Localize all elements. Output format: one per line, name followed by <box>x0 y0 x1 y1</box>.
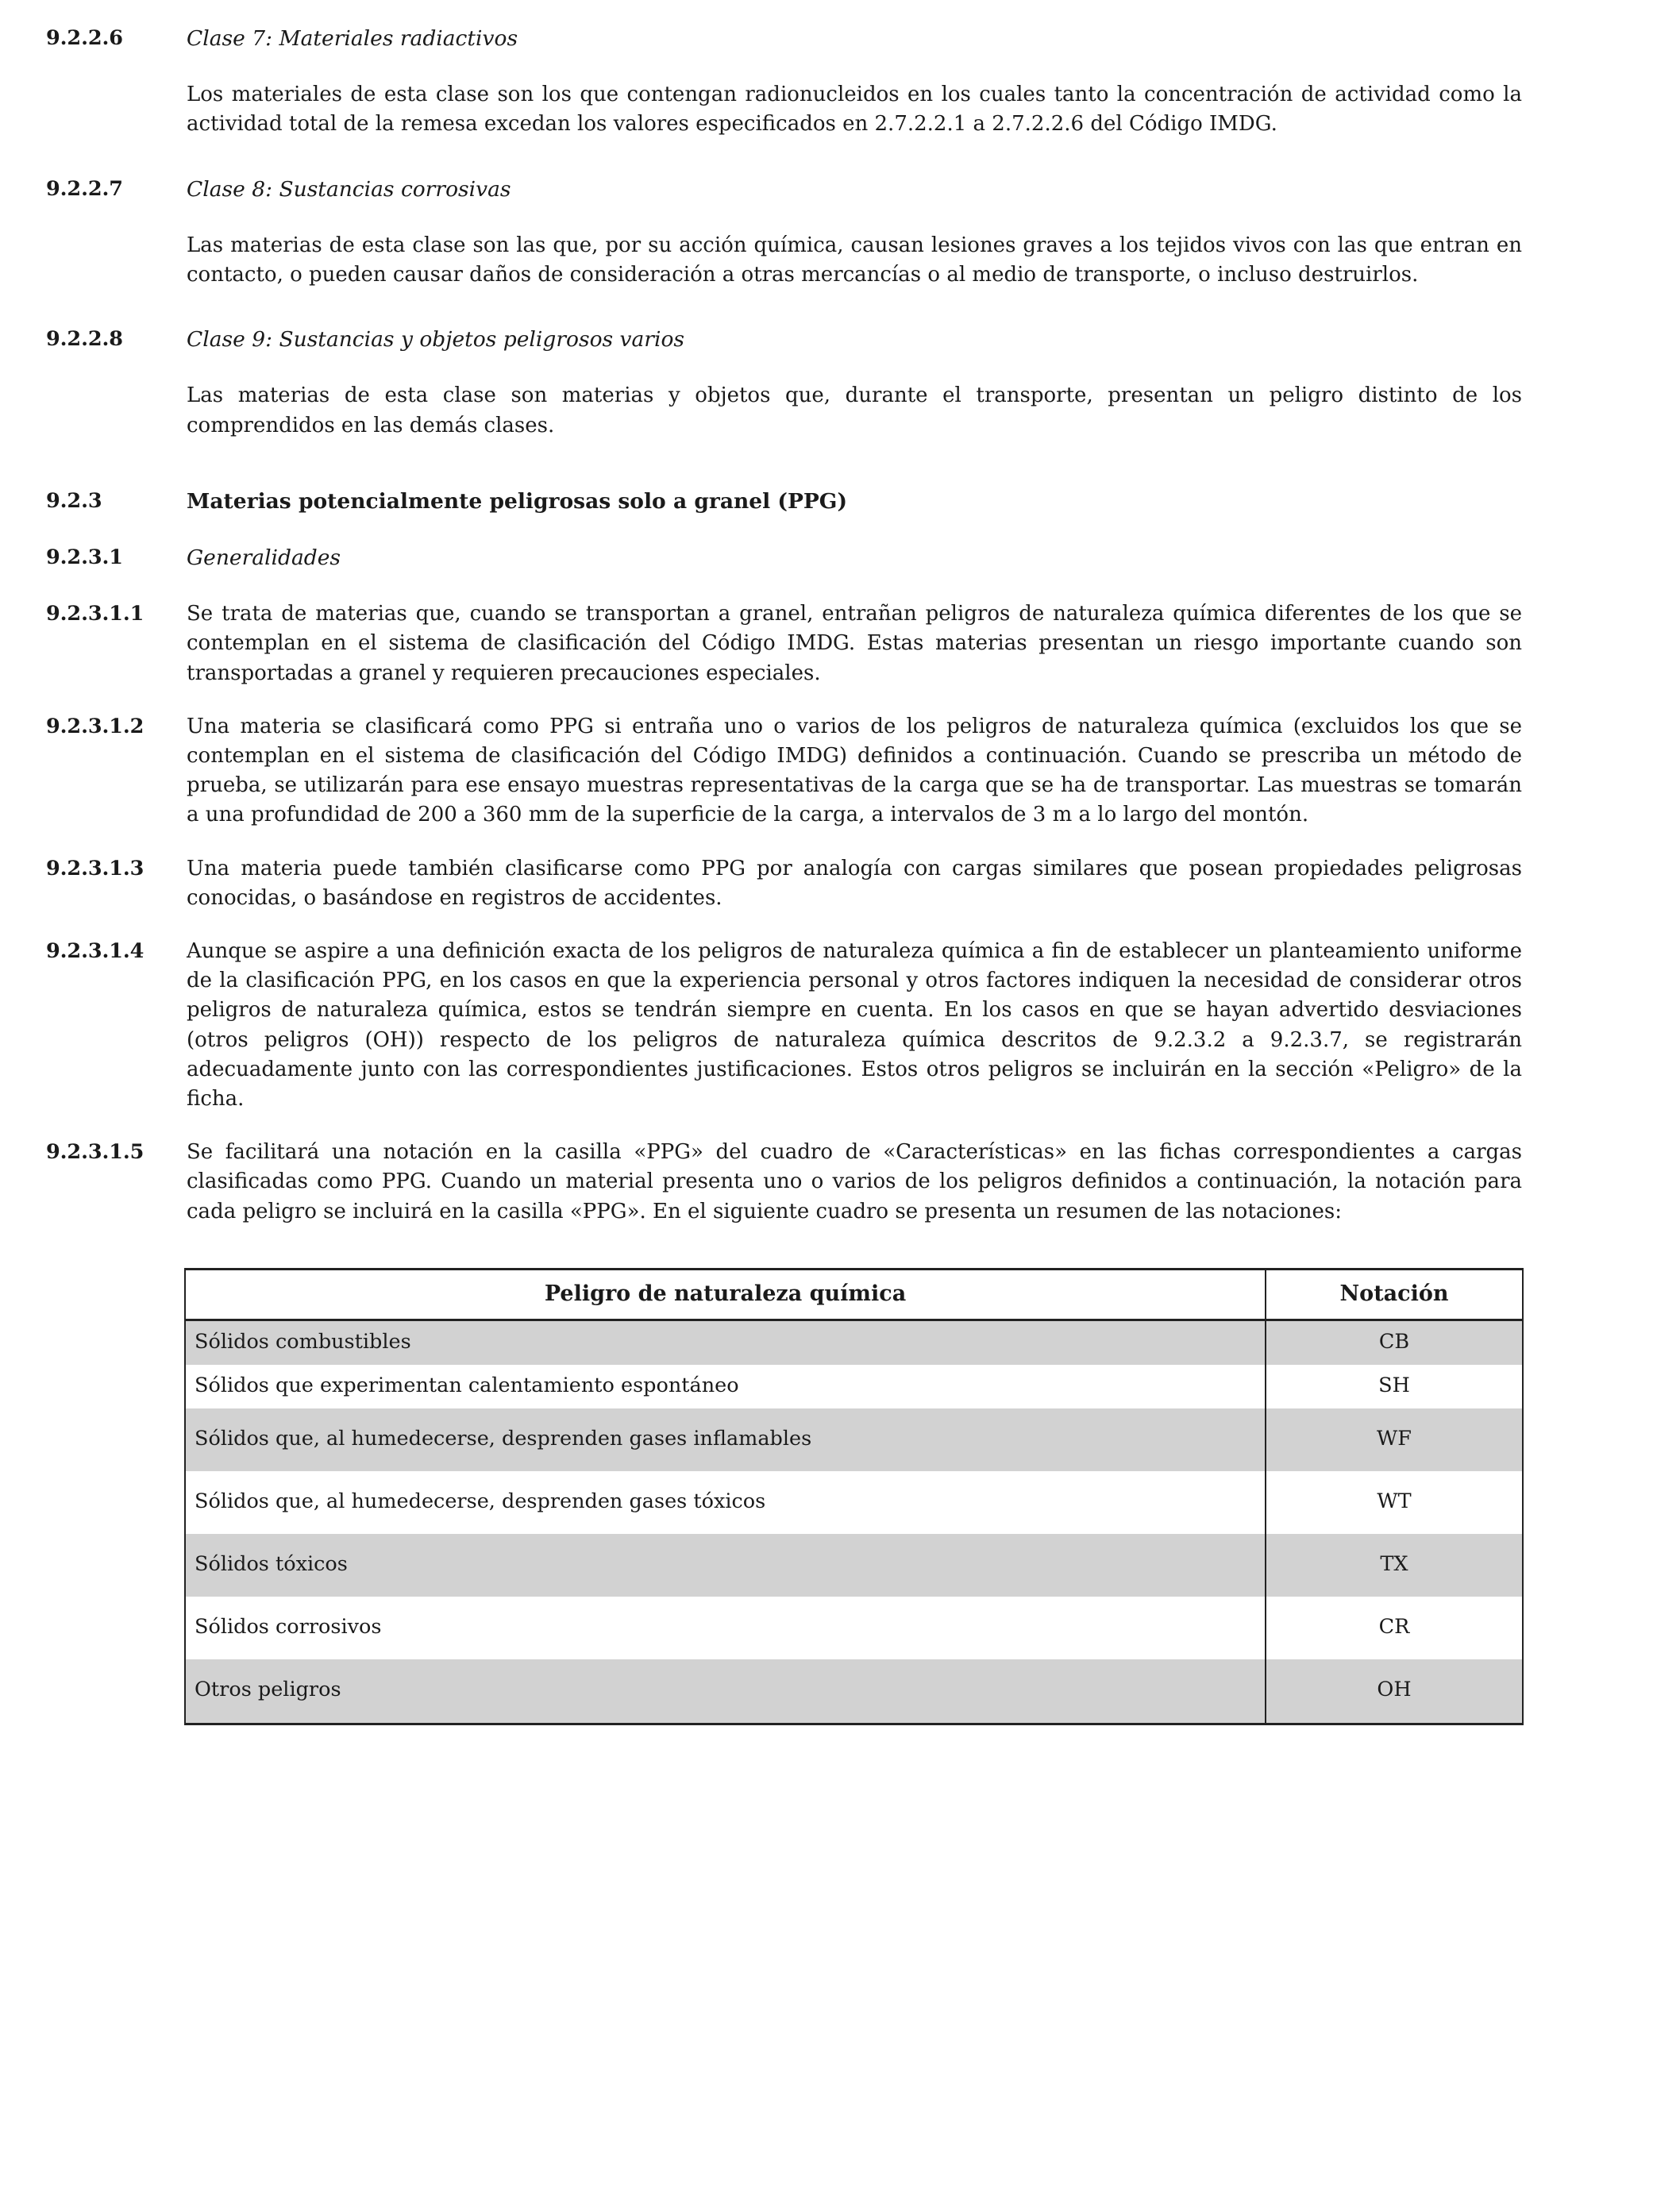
section-number: 9.2.2.7 <box>46 176 123 201</box>
section-title: Clase 9: Sustancias y objetos peligrosos varios <box>187 327 685 353</box>
spacer <box>46 204 1522 231</box>
spacer <box>46 1114 1522 1138</box>
section-number: 9.2.3 <box>46 488 102 513</box>
cell-hazard: Sólidos que experimentan calentamiento espontáneo <box>185 1365 1266 1408</box>
table-row <box>185 1471 1523 1534</box>
spacer <box>46 290 1522 325</box>
paragraph-number: 9.2.3.1.2 <box>46 714 144 738</box>
cell-hazard: Sólidos que, al humedecerse, desprenden gases inflamables <box>185 1408 1266 1471</box>
spacer <box>46 688 1522 712</box>
section-title: Clase 7: Materiales radiactivos <box>187 26 518 51</box>
numbered-paragraph-9-2-3-1-4 <box>46 937 1522 1114</box>
paragraph-text: Se facilitará una notación en la casilla «PPG» del cuadro de «Características» en las fichas correspondientes a cargas clasificadas como PPG. Cuando un material presenta uno o varios de los peligros definidos a continuación, la notación para cada peligro se incluirá en la casilla «PPG». En el siguiente cuadro se presenta un resumen de las notaciones: <box>187 1140 1522 1223</box>
spacer <box>46 1227 1522 1268</box>
cell-notation: CB <box>1266 1320 1523 1365</box>
cell-hazard: Sólidos combustibles <box>185 1320 1266 1365</box>
table-header-row <box>185 1269 1523 1320</box>
table-row <box>185 1534 1523 1597</box>
spacer <box>46 830 1522 854</box>
spacer <box>46 354 1522 381</box>
paragraph-number: 9.2.3.1.4 <box>46 939 144 964</box>
spacer <box>46 53 1522 80</box>
paragraph-number: 9.2.3.1.1 <box>46 602 144 626</box>
cell-notation: SH <box>1266 1365 1523 1408</box>
spacer <box>46 516 1522 543</box>
table-row <box>185 1408 1523 1471</box>
spacer <box>46 572 1522 599</box>
column-header-notation: Notación <box>1266 1269 1523 1320</box>
numbered-paragraph-9-2-3-1-1 <box>46 599 1522 688</box>
column-header-hazard: Peligro de naturaleza química <box>185 1269 1266 1320</box>
section-number: 9.2.2.8 <box>46 327 123 352</box>
paragraph-text: Una materia puede también clasificarse como PPG por analogía con cargas similares que posean propiedades peligrosas conocidas, o basándose en registros de accidentes. <box>187 856 1522 910</box>
section-title: Generalidades <box>187 545 341 571</box>
paragraph-text: Una materia se clasificará como PPG si entraña uno o varios de los peligros de naturaleza química (excluidos los que se contemplan en el sistema de clasificación del Código IMDG) definidos a continuación. Cuando se prescriba un método de prueba, se utilizarán para ese ensayo muestras representativas de la carga que se ha de transportar. Las muestras se tomarán a una profundidad de 200 a 360 mm de la superficie de la carga, a intervalos de 3 m a lo largo del montón. <box>187 714 1522 827</box>
cell-hazard: Sólidos corrosivos <box>185 1597 1266 1659</box>
table-row <box>185 1659 1523 1724</box>
notations-table-container <box>184 1268 1522 1725</box>
numbered-paragraph-9-2-3-1-2 <box>46 712 1522 830</box>
numbered-paragraph-9-2-3-1-3 <box>46 854 1522 913</box>
section-paragraph: Las materias de esta clase son materias y objetos que, durante el transporte, presentan un peligro distinto de los comprendidos en las demás clases. <box>187 383 1522 437</box>
cell-hazard: Otros peligros <box>185 1659 1266 1724</box>
section-paragraph: Los materiales de esta clase son los que contengan radionucleidos en los cuales tanto la concentración de actividad como la actividad total de la remesa excedan los valores especificados en 2.7.2.2.1 a 2.7.2.2.6 del Código IMDG. <box>187 83 1522 137</box>
section-paragraph: Las materias de esta clase son las que, por su acción química, causan lesiones graves a los tejidos vivos con las que entran en contacto, o pueden causar daños de consideración a otras mercancías o al medio de transporte, o incluso destruirlos. <box>187 233 1522 287</box>
cell-notation: TX <box>1266 1534 1523 1597</box>
table-head <box>185 1269 1523 1320</box>
cell-hazard: Sólidos tóxicos <box>185 1534 1266 1597</box>
paragraph-text: Aunque se aspire a una definición exacta de los peligros de naturaleza química a fin de establecer un planteamiento uniforme de la clasificación PPG, en los casos en que la experiencia personal y otros factores indiquen la necesidad de considerar otros peligros de naturaleza química, estos se tendrán siempre en cuenta. En los casos en que se hayan advertido desviaciones (otros peligros (OH)) respecto de los peligros de naturaleza química descritos de 9.2.3.2 a 9.2.3.7, se registrarán adecuadamente junto con las correspondientes justificaciones. Estos otros peligros se incluirán en la sección «Peligro» de la ficha. <box>187 939 1522 1112</box>
cell-notation: CR <box>1266 1597 1523 1659</box>
spacer <box>46 140 1522 175</box>
spacer <box>46 441 1522 487</box>
section-number: 9.2.3.1 <box>46 545 123 570</box>
notations-table <box>184 1268 1524 1725</box>
table-row <box>185 1597 1523 1659</box>
table-row <box>185 1365 1523 1408</box>
paragraph-text: Se trata de materias que, cuando se transportan a granel, entrañan peligros de naturaleza química diferentes de los que se contemplan en el sistema de clasificación del Código IMDG. Estas materias presentan un riesgo importante cuando son transportadas a granel y requieren precauciones especiales. <box>187 602 1522 685</box>
section-heading-9-2-3 <box>46 487 1522 516</box>
cell-notation: WF <box>1266 1408 1523 1471</box>
cell-hazard: Sólidos que, al humedecerse, desprenden gases tóxicos <box>185 1471 1266 1534</box>
section-title: Clase 8: Sustancias corrosivas <box>187 176 511 202</box>
paragraph-number: 9.2.3.1.5 <box>46 1140 144 1165</box>
cell-notation: OH <box>1266 1659 1523 1724</box>
section-title: Materias potencialmente peligrosas solo a granel (PPG) <box>187 488 847 514</box>
table-row <box>185 1320 1523 1365</box>
section-heading-9-2-2-7 <box>46 175 1522 204</box>
section-heading-9-2-2-8 <box>46 325 1522 354</box>
cell-notation: WT <box>1266 1471 1523 1534</box>
numbered-paragraph-9-2-3-1-5 <box>46 1138 1522 1227</box>
section-heading-9-2-2-6 <box>46 24 1522 53</box>
paragraph-number: 9.2.3.1.3 <box>46 856 144 880</box>
table-body <box>185 1320 1523 1724</box>
spacer <box>46 913 1522 937</box>
section-heading-9-2-3-1 <box>46 543 1522 572</box>
section-number: 9.2.2.6 <box>46 26 123 50</box>
